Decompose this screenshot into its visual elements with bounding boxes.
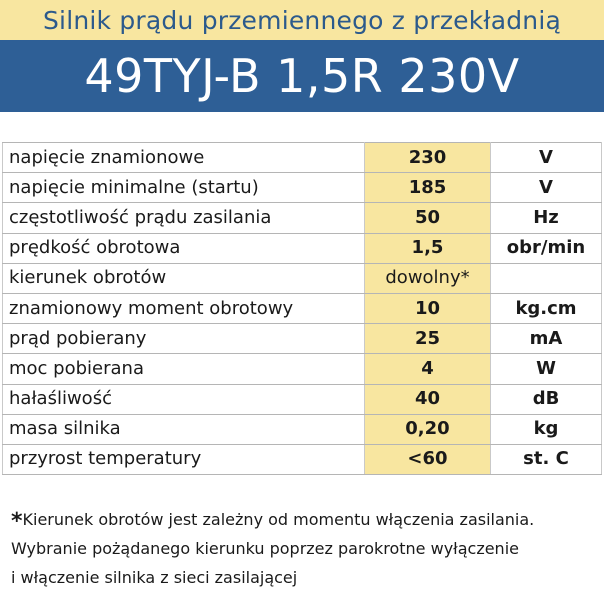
spec-value: dowolny* xyxy=(365,263,491,293)
spec-unit: mA xyxy=(491,324,602,354)
spec-label: hałaśliwość xyxy=(3,384,365,414)
spec-unit: W xyxy=(491,354,602,384)
product-title: Silnik prądu przemiennego z przekładnią xyxy=(42,5,562,35)
spec-unit: Hz xyxy=(491,203,602,233)
spec-value: 50 xyxy=(365,203,491,233)
spec-label: masa silnika xyxy=(3,414,365,444)
spec-unit: obr/min xyxy=(491,233,602,263)
table-row xyxy=(3,173,602,203)
model-band xyxy=(0,40,604,112)
spec-value: 185 xyxy=(365,173,491,203)
spec-value: 25 xyxy=(365,324,491,354)
title-band xyxy=(0,0,604,40)
spec-unit: V xyxy=(491,173,602,203)
spec-label: kierunek obrotów xyxy=(3,263,365,293)
table-row xyxy=(3,143,602,173)
spec-label: częstotliwość prądu zasilania xyxy=(3,203,365,233)
spec-label: prędkość obrotowa xyxy=(3,233,365,263)
spec-unit: dB xyxy=(491,384,602,414)
spec-label: napięcie znamionowe xyxy=(3,143,365,173)
table-row xyxy=(3,203,602,233)
spec-value: 4 xyxy=(365,354,491,384)
specs-table xyxy=(2,142,602,475)
spec-value: 40 xyxy=(365,384,491,414)
footnote-line-1 xyxy=(11,505,601,534)
table-row xyxy=(3,354,602,384)
footnote-line-3: i włączenie silnika z sieci zasilającej xyxy=(11,568,298,587)
footnote-line-2: Wybranie pożądanego kierunku poprzez parokrotne wyłączenie xyxy=(11,539,519,558)
table-row xyxy=(3,233,602,263)
table-row xyxy=(3,293,602,323)
spec-label: napięcie minimalne (startu) xyxy=(3,173,365,203)
spec-label: przyrost temperatury xyxy=(3,444,365,474)
table-row xyxy=(3,263,602,293)
spec-unit: kg.cm xyxy=(491,293,602,323)
spec-value: 10 xyxy=(365,293,491,323)
footnote-asterisk: * xyxy=(11,509,23,534)
spec-value: 0,20 xyxy=(365,414,491,444)
table-row xyxy=(3,384,602,414)
spec-label: prąd pobierany xyxy=(3,324,365,354)
spec-unit: kg xyxy=(491,414,602,444)
spec-value: 230 xyxy=(365,143,491,173)
table-row xyxy=(3,324,602,354)
model-number: 49TYJ-B 1,5R 230V xyxy=(84,49,520,103)
table-row xyxy=(3,444,602,474)
spec-unit: st. C xyxy=(491,444,602,474)
spec-label: moc pobierana xyxy=(3,354,365,384)
footnote-text-1: Kierunek obrotów jest zależny od momentu włączenia zasilania. xyxy=(22,510,535,529)
spec-label: znamionowy moment obrotowy xyxy=(3,293,365,323)
spec-value: <60 xyxy=(365,444,491,474)
spec-value: 1,5 xyxy=(365,233,491,263)
table-row xyxy=(3,414,602,444)
footnote xyxy=(11,505,601,592)
spec-unit: V xyxy=(491,143,602,173)
spec-unit xyxy=(491,263,602,293)
